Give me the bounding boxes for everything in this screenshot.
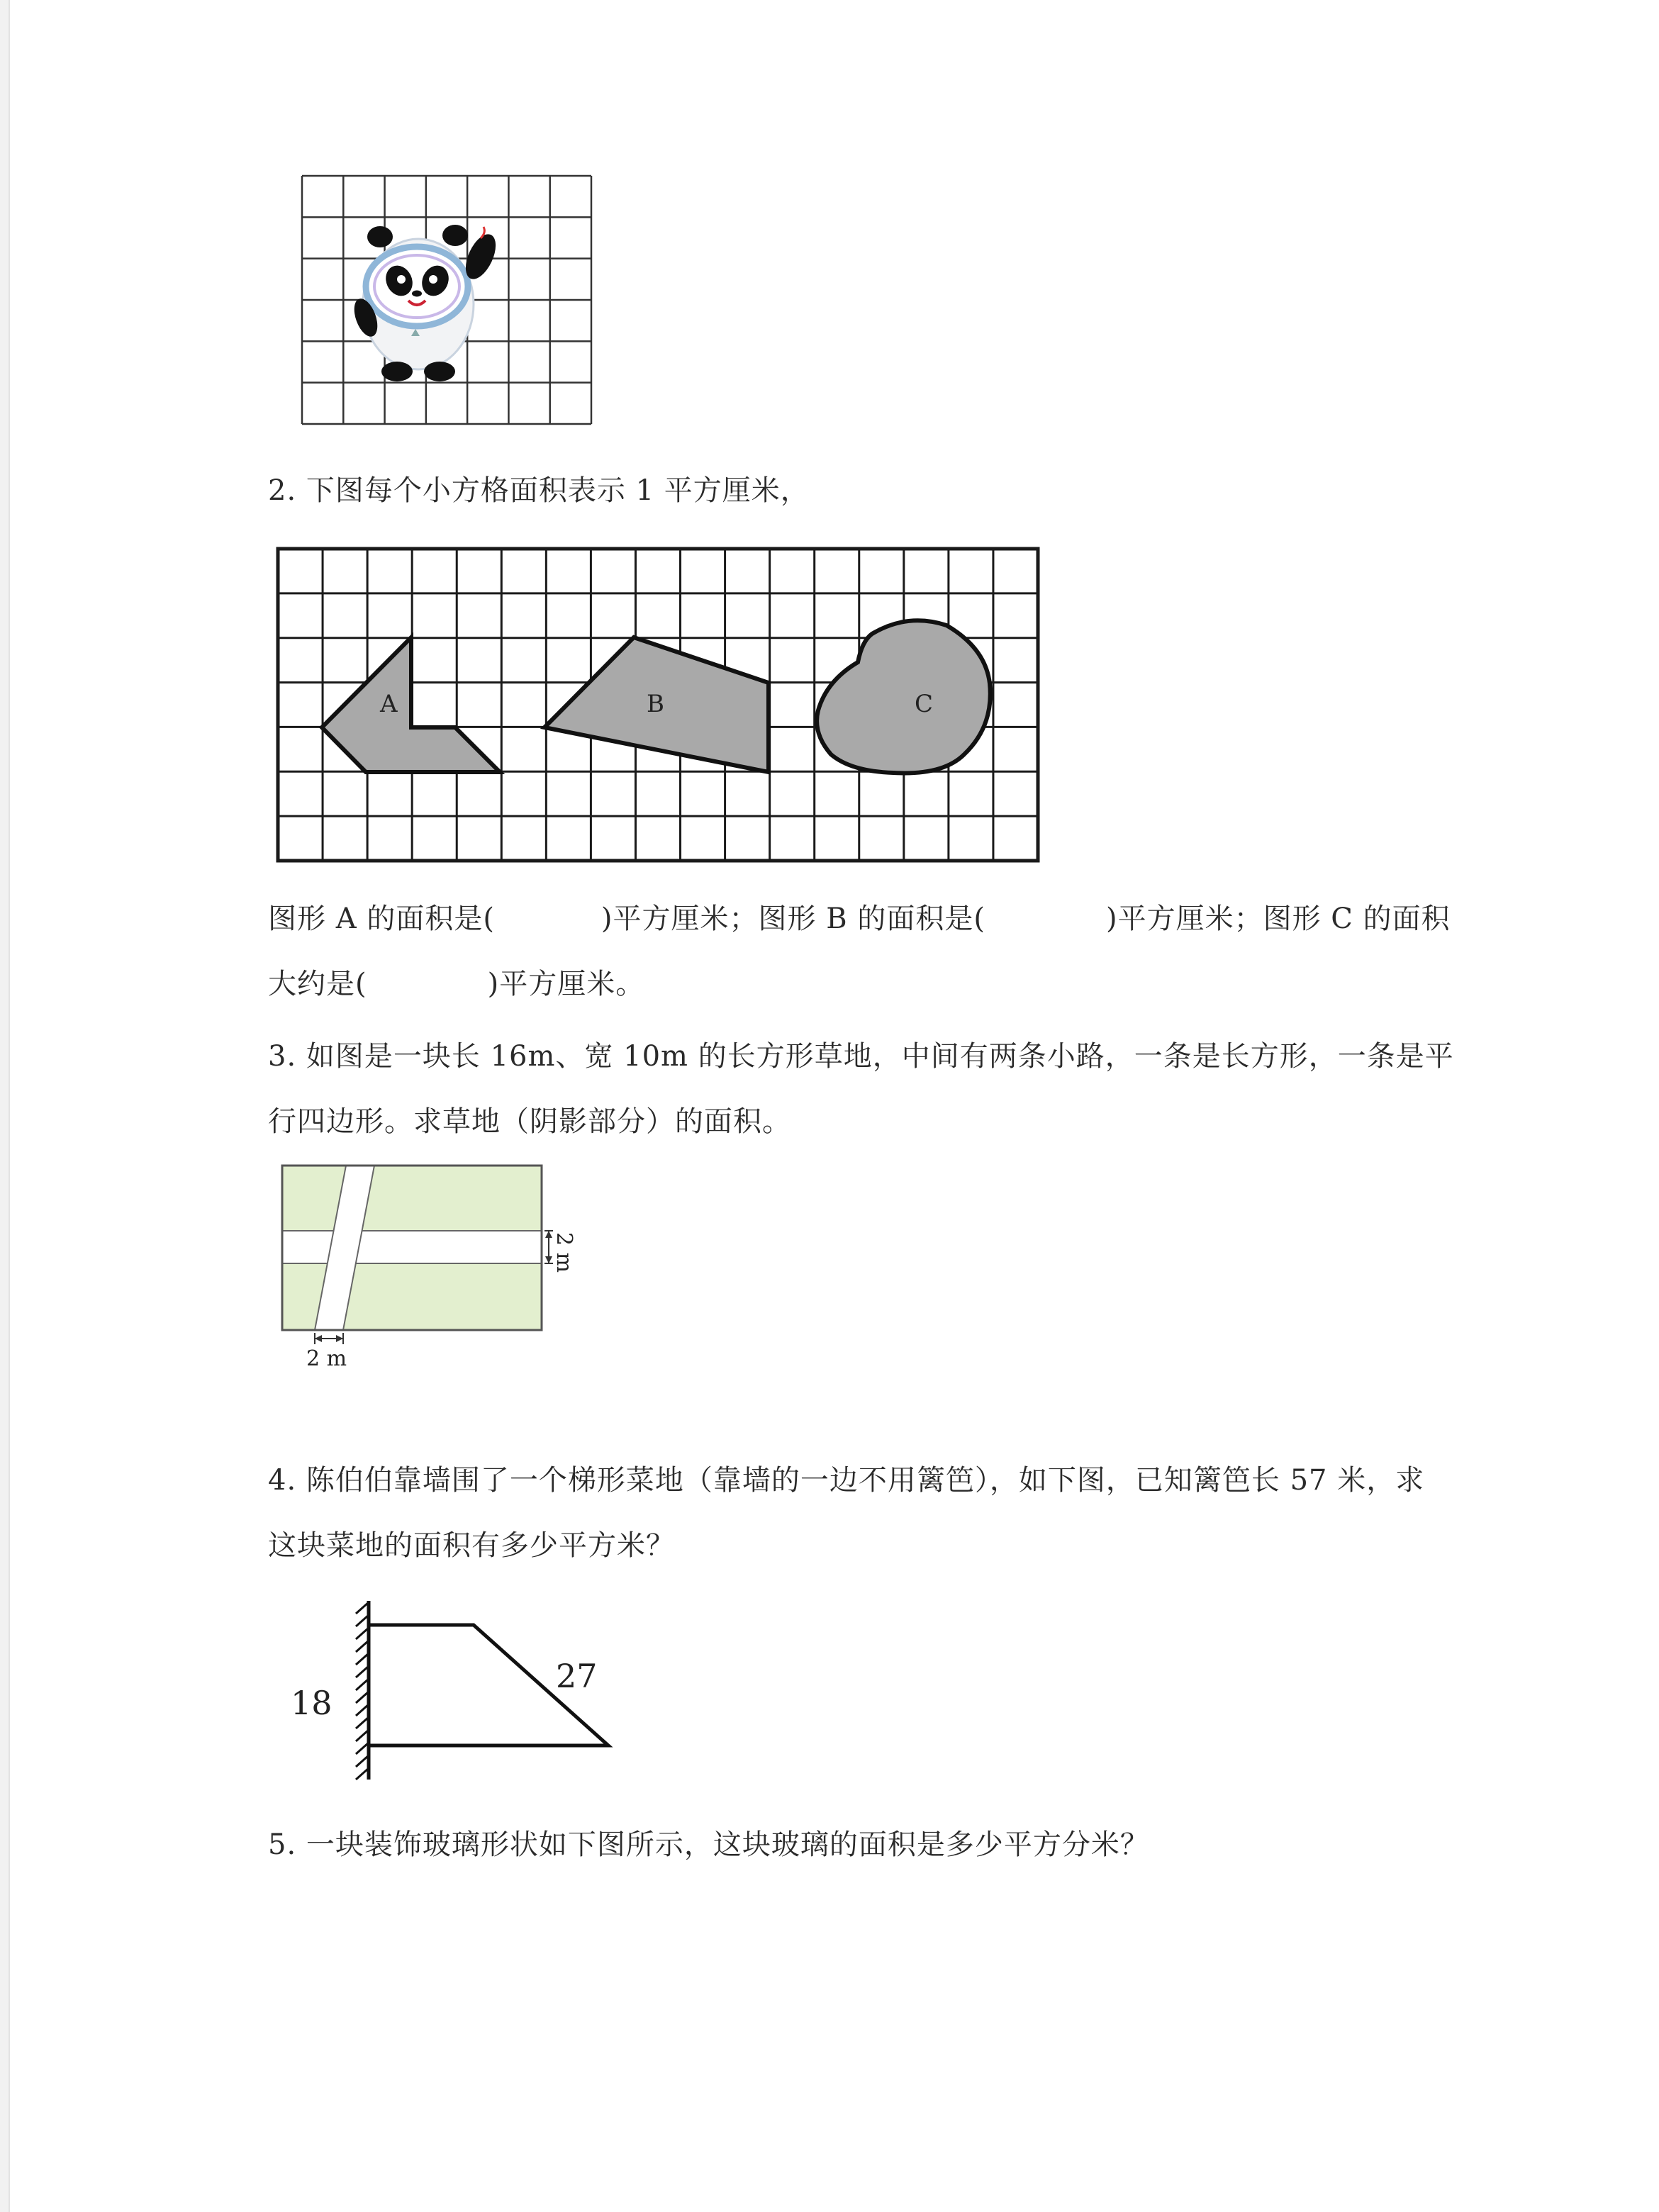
q2-line2-a: 大约是( [268,968,367,1000]
q5-text [268,1823,1149,1866]
mascot-image [350,225,502,381]
wall-hatch-stroke [356,1615,369,1626]
q5-number: 5. [268,1828,297,1861]
q3-text-line-2 [268,1100,791,1143]
q2-grid-figure [269,542,1056,871]
wall-hatch-stroke [356,1692,369,1703]
q4-line2: 这块菜地的面积有多少平方米？ [268,1529,675,1562]
q3-line1: 如图是一块长 16m、宽 10m 的长方形草地，中间有两条小路，一条是长方形，一条是平 [306,1040,1454,1073]
q3-lawn-figure [276,1163,617,1375]
shape-c [817,620,990,773]
slant-label: 27 [556,1657,598,1695]
q2-line1-a: 图形 A 的面积是( [268,903,495,935]
wall-hatch-stroke [356,1679,369,1690]
q3-line2: 行四边形。求草地（阴影部分）的面积。 [268,1105,791,1138]
wall-hatch-stroke [356,1704,369,1716]
q2-prompt-text: 下图每个小方格面积表示 1 平方厘米， [306,474,810,507]
height-label: 18 [291,1684,333,1722]
wall-hatch-stroke [356,1768,369,1780]
wall-hatch-stroke [356,1602,369,1614]
mascot-grid-figure [298,173,596,428]
page-edge [0,0,10,2212]
shape-a [322,637,500,772]
q2-line1-c: )平方厘米；图形 C 的面积 [1105,903,1451,935]
q4-trapezoid-figure [276,1595,631,1787]
q4-number: 4. [268,1464,297,1497]
q4-text-line-1 [268,1459,1424,1502]
wall-hatch-stroke [356,1743,369,1754]
wall-hatch-stroke [356,1730,369,1741]
road-width-bottom-label: 2 m [306,1346,347,1371]
wall-hatch-stroke [356,1628,369,1639]
horizontal-road [282,1231,542,1263]
q5-question: 一块装饰玻璃形状如下图所示，这块玻璃的面积是多少平方分米？ [306,1828,1149,1861]
wall-hatch-stroke [356,1641,369,1652]
q2-answer-line-1 [268,898,1451,940]
q2-line2-b: )平方厘米。 [487,968,645,1000]
q3-number: 3. [268,1040,297,1073]
shape-b-label: B [647,690,664,718]
q2-prompt [268,469,810,512]
q4-text-line-2 [268,1524,675,1567]
road-width-right-label: 2 m [552,1232,576,1273]
wall-hatch-stroke [356,1653,369,1665]
q2-answer-line-2 [268,963,644,1005]
q2-number: 2. [268,474,297,507]
wall-hatch-stroke [356,1666,369,1677]
q4-line1: 陈伯伯靠墙围了一个梯形菜地（靠墙的一边不用篱笆），如下图，已知篱笆长 57 米，求 [306,1464,1425,1497]
wall-hatch [356,1602,369,1780]
shape-c-label: C [915,690,934,718]
shape-a-label: A [380,690,398,718]
wall-hatch-stroke [356,1717,369,1728]
wall-hatch-stroke [356,1755,369,1767]
q3-text-line-1 [268,1035,1454,1078]
q2-line1-b: )平方厘米；图形 B 的面积是( [601,903,985,935]
